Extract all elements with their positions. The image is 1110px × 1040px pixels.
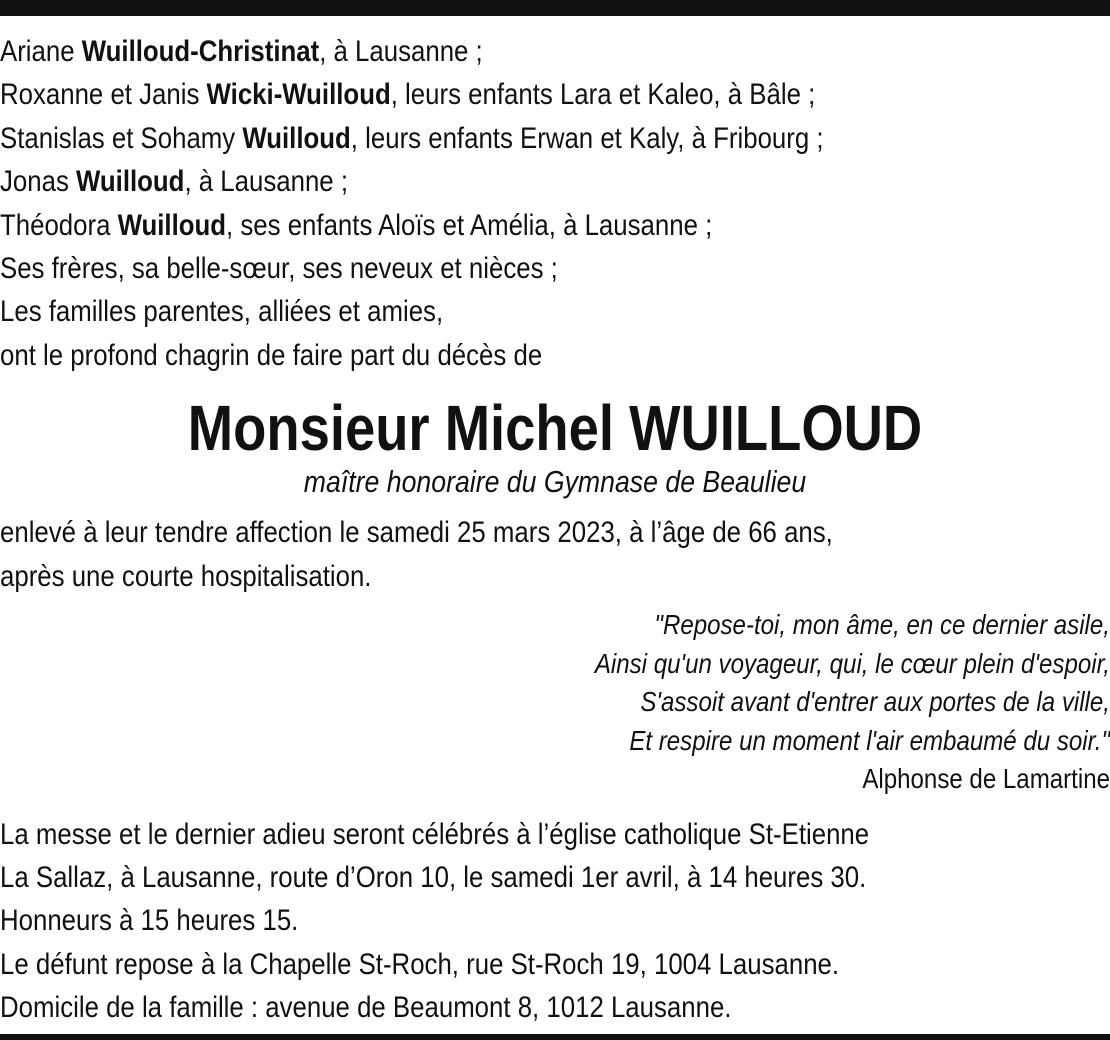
family-member-details: , ses enfants Aloïs et Amélia, à Lausanne ; [226,208,713,242]
ceremony-line: Honneurs à 15 heures 15. [0,904,299,938]
family-member-given-names: Théodora [0,208,118,242]
family-line [0,30,955,73]
family-member-surname: Wicki-Wuilloud [206,78,391,112]
family-member-details: , à Lausanne ; [319,35,483,68]
ceremony-line: Domicile de la famille : avenue de Beaumont 8, 1012 Lausanne. [0,991,732,1025]
family-member-given-names: Jonas [0,165,77,199]
bottom-rule [0,1034,1110,1040]
family-member-details: , à Lausanne ; [184,165,348,199]
family-member-surname: Wuilloud [117,208,227,242]
poem-line: S'assoit avant d'entrer aux portes de la ville, [640,686,1110,718]
family-member-surname: Wuilloud [242,121,351,155]
deceased-title: maître honoraire du Gymnase de Beaulieu [303,464,807,500]
relatives-line: Les familles parentes, alliées et amies, [0,295,444,329]
ceremony-details [0,813,1110,1030]
family-line [0,204,955,247]
family-line [0,160,955,203]
poem-line: Ainsi qu'un voyageur, qui, le cœur plein d'espoir, [594,647,1110,679]
death-notice-line: enlevé à leur tendre affection le samedi 25 mars 2023, à l’âge de 66 ans, [0,516,833,550]
family-member-given-names: Roxanne et Janis [0,78,207,112]
ceremony-line: La Sallaz, à Lausanne, route d’Oron 10, le samedi 1er avril, à 14 heures 30. [0,860,867,894]
deceased-name: Monsieur Michel WUILLOUD [187,392,923,465]
top-rule [0,0,1110,16]
ceremony-line: Le défunt repose à la Chapelle St-Roch, rue St-Roch 19, 1004 Lausanne. [0,947,840,981]
family-member-surname: Wuilloud [76,165,185,199]
family-line [0,73,955,116]
family-member-details: , leurs enfants Lara et Kaleo, à Bâle ; [390,78,816,112]
poem-quote [0,606,1110,799]
family-member-details: , leurs enfants Erwan et Kaly, à Fribourg ; [350,121,824,155]
family-member-given-names: Ariane [0,35,82,68]
poem-line: "Repose-toi, mon âme, en ce dernier asile, [654,609,1110,641]
announcement-line: ont le profond chagrin de faire part du décès de [0,338,543,372]
family-line [0,117,955,160]
poem-author: Alphonse de Lamartine [862,763,1110,795]
ceremony-line: La messe et le dernier adieu seront célébrés à l’église catholique St-Etienne [0,817,870,851]
death-notice-line: après une courte hospitalisation. [0,559,372,593]
poem-line: Et respire un moment l'air embaumé du soir." [629,724,1110,756]
family-member-given-names: Stanislas et Sohamy [0,121,243,155]
relatives-line: Ses frères, sa belle-sœur, ses neveux et nièces ; [0,252,558,286]
obituary-notice [0,30,1110,1030]
family-member-surname: Wuilloud-Christinat [81,35,320,68]
